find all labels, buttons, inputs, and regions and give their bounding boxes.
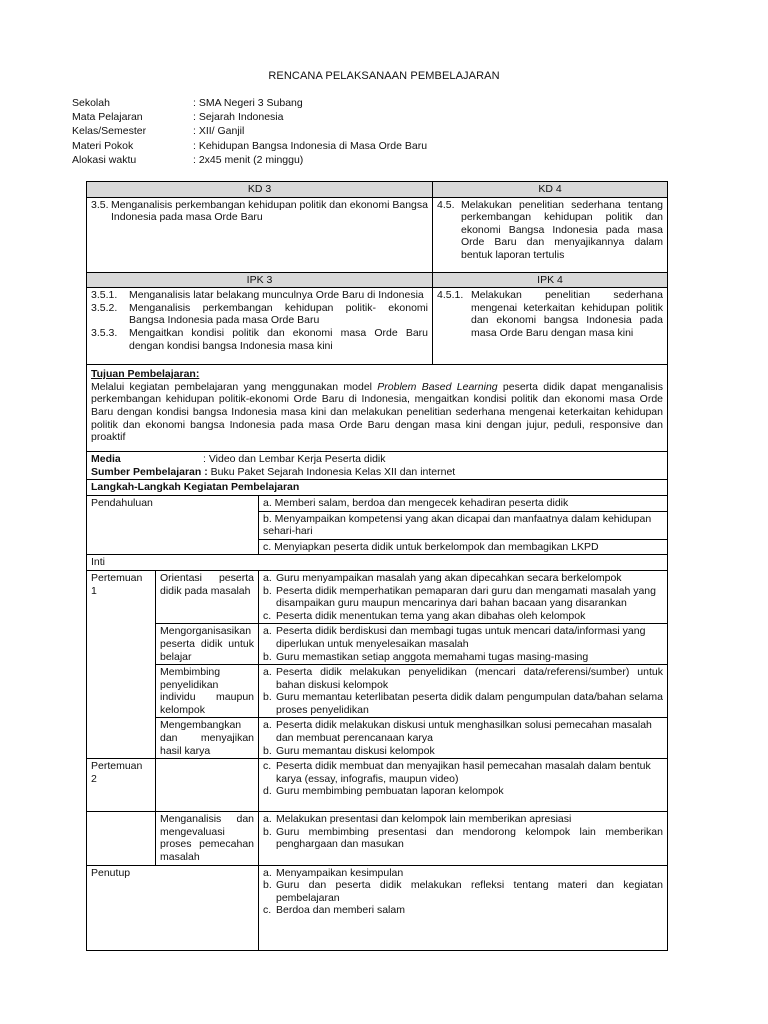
ipk3-number: 3.5.2. bbox=[91, 301, 118, 314]
phase-item-text: Peserta didik memperhatikan pemaparan dari guru dan mengamati masalah yang disampaikan guru maupun mencarinya dari bahan bacaan yang disarankan bbox=[276, 584, 656, 610]
kd4-cell bbox=[433, 197, 668, 272]
identity-row-sekolah bbox=[72, 96, 427, 110]
phase-item bbox=[263, 666, 663, 691]
phase-item bbox=[263, 625, 663, 650]
phase-item-number: c. bbox=[263, 760, 272, 773]
ipk4-item bbox=[437, 289, 663, 339]
langkah-heading-row bbox=[87, 480, 668, 496]
phase-item bbox=[263, 585, 663, 610]
media-cell bbox=[87, 452, 668, 480]
phase-item bbox=[263, 826, 663, 851]
phase-label: Mengembangkan dan menyajikan hasil karya bbox=[156, 718, 259, 759]
pendahuluan-item: a. Memberi salam, berdoa dan mengecek kehadiran peserta didik bbox=[259, 496, 667, 512]
identity-block bbox=[72, 96, 427, 167]
kd-content-row bbox=[87, 197, 668, 272]
identity-value: : Kehidupan Bangsa Indonesia di Masa Orde Baru bbox=[193, 139, 428, 152]
ipk3-text: Mengaitkan kondisi politik dan ekonomi masa Orde Baru dengan kondisi bangsa Indonesia masa kini bbox=[129, 326, 428, 352]
rpp-table bbox=[86, 181, 668, 951]
phase-item-text: Guru memastikan setiap anggota memahami tugas masing-masing bbox=[276, 650, 589, 663]
media-value: : Video dan Lembar Kerja Peserta didik bbox=[203, 453, 386, 466]
kd4-item bbox=[437, 199, 663, 262]
phase-items bbox=[259, 759, 668, 812]
penutup-item-text: Guru dan peserta didik melakukan refleksi tentang materi dan kegiatan pembelajaran bbox=[276, 879, 663, 904]
phase-items bbox=[259, 718, 668, 759]
pertemuan1-label: Pertemuan 1 bbox=[87, 570, 156, 758]
pendahuluan-item: c. Menyiapkan peserta didik untuk berkelompok dan membagikan LKPD bbox=[263, 540, 599, 553]
kd3-text: Menganalisis perkembangan kehidupan politik dan ekonomi Bangsa Indonesia pada masa Orde Baru bbox=[111, 198, 428, 224]
phase-item-text: Guru membimbing pembuatan laporan kelompok bbox=[276, 785, 504, 798]
tujuan-heading: Tujuan Pembelajaran: bbox=[91, 368, 200, 381]
phase-item-number: a. bbox=[263, 625, 272, 638]
phase-item-number: b. bbox=[263, 650, 272, 663]
tujuan-text bbox=[91, 381, 663, 444]
identity-value: : XII/ Ganjil bbox=[193, 125, 245, 138]
penutup-item-number: c. bbox=[263, 904, 272, 917]
kd3-header: KD 3 bbox=[87, 182, 433, 198]
penutup-item bbox=[263, 867, 663, 880]
ipk3-number: 3.5.3. bbox=[91, 326, 118, 339]
identity-row-alokasi bbox=[72, 153, 427, 167]
phase-items bbox=[259, 665, 668, 718]
penutup-item-text: Menyampaikan kesimpulan bbox=[276, 866, 404, 879]
inti-label: Inti bbox=[87, 555, 668, 571]
penutup-items bbox=[259, 865, 668, 950]
phase-item bbox=[263, 760, 663, 785]
phase-item-text: Guru memantau keterlibatan peserta didik dalam pengumpulan data/bahan selama proses penyelidikan bbox=[276, 691, 663, 716]
phase-item-number: d. bbox=[263, 785, 272, 798]
identity-value: : Sejarah Indonesia bbox=[193, 111, 284, 124]
sumber-line bbox=[91, 466, 663, 479]
media-label: Media bbox=[91, 453, 121, 466]
identity-label: Alokasi waktu bbox=[72, 153, 137, 166]
kd3-number: 3.5. bbox=[91, 198, 109, 211]
phase-item-number: c. bbox=[263, 609, 272, 622]
tujuan-row bbox=[87, 365, 668, 452]
phase-item-text: Peserta didik membuat dan menyajikan hasil pemecahan masalah dalam bentuk karya (essay, infografis, maupun video) bbox=[276, 760, 651, 785]
penutup-row bbox=[87, 865, 668, 950]
identity-value: : SMA Negeri 3 Subang bbox=[193, 97, 303, 109]
phase-item-number: b. bbox=[263, 825, 272, 838]
pendahuluan-label: Pendahuluan bbox=[87, 495, 259, 554]
tujuan-text-before: Melalui kegiatan pembelajaran yang menggunakan model bbox=[91, 380, 378, 393]
ipk3-item bbox=[91, 302, 428, 327]
ipk4-cell bbox=[433, 288, 668, 365]
kd4-header: KD 4 bbox=[433, 182, 668, 198]
phase-row bbox=[87, 812, 668, 865]
phase-item-number: b. bbox=[263, 584, 272, 597]
identity-value: : 2x45 menit (2 minggu) bbox=[193, 153, 304, 166]
phase-item-text: Guru membimbing presentasi dan mendorong kelompok lain memberikan penghargaan dan masukan bbox=[276, 825, 663, 851]
phase-item-number: a. bbox=[263, 813, 272, 826]
phase-item bbox=[263, 719, 663, 744]
ipk3-text: Menganalisis latar belakang munculnya Orde Baru di Indonesia bbox=[129, 289, 424, 302]
kd4-text: Melakukan penelitian sederhana tentang perkembangan kehidupan politik dan ekonomi Bangsa Indonesia pada masa Orde Baru dan menyajikannya dalam bentuk laporan tertulis bbox=[461, 198, 663, 261]
phase-label-empty bbox=[156, 759, 259, 812]
sumber-value: Buku Paket Sejarah Indonesia Kelas XII dan internet bbox=[207, 465, 456, 478]
media-row bbox=[87, 452, 668, 480]
identity-label: Mata Pelajaran bbox=[72, 111, 143, 124]
kd3-cell bbox=[87, 197, 433, 272]
pertemuan2-continuation bbox=[87, 812, 156, 865]
kd3-item bbox=[91, 199, 428, 224]
phase-label: Orientasi peserta didik pada masalah bbox=[156, 570, 259, 623]
tujuan-cell bbox=[87, 365, 668, 452]
pendahuluan-item: b. Menyampaikan kompetensi yang akan dicapai dan manfaatnya dalam kehidupan sehari-hari bbox=[259, 512, 667, 540]
phase-row bbox=[87, 665, 668, 718]
identity-label: Sekolah bbox=[72, 97, 110, 109]
phase-items bbox=[259, 812, 668, 865]
phase-item-text: Peserta didik menentukan tema yang akan dibahas oleh kelompok bbox=[276, 609, 586, 622]
phase-item-text: Guru menyampaikan masalah yang akan dipecahkan secara berkelompok bbox=[276, 571, 622, 584]
phase-items bbox=[259, 624, 668, 665]
phase-item bbox=[263, 572, 663, 585]
phase-item-text: Melakukan presentasi dan kelompok lain memberikan apresiasi bbox=[276, 813, 572, 826]
phase-item bbox=[263, 651, 663, 664]
phase-item bbox=[263, 610, 663, 623]
phase-row bbox=[87, 718, 668, 759]
phase-item-number: a. bbox=[263, 666, 272, 679]
pertemuan2-label: Pertemuan 2 bbox=[87, 759, 156, 812]
penutup-item-number: b. bbox=[263, 879, 272, 892]
ipk4-text: Melakukan penelitian sederhana mengenai keterkaitan kehidupan politik dan ekonomi bangsa Indonesia pada masa Orde Baru dengan masa kini bbox=[471, 289, 663, 339]
langkah-heading: Langkah-Langkah Kegiatan Pembelajaran bbox=[87, 480, 668, 496]
identity-row-materi bbox=[72, 139, 427, 153]
identity-label: Kelas/Semester bbox=[72, 125, 147, 138]
phase-label: Mengorganisasikan peserta didik untuk belajar bbox=[156, 624, 259, 665]
kd4-number: 4.5. bbox=[437, 198, 455, 211]
ipk3-item bbox=[91, 327, 428, 352]
ipk-content-row bbox=[87, 288, 668, 365]
phase-item-number: b. bbox=[263, 744, 272, 757]
phase-label: Membimbing penyelidikan individu maupun kelompok bbox=[156, 665, 259, 718]
phase-item bbox=[263, 691, 663, 716]
ipk3-item bbox=[91, 289, 428, 302]
phase-item-number: a. bbox=[263, 719, 272, 732]
phase-item-number: a. bbox=[263, 571, 272, 584]
phase-row bbox=[87, 759, 668, 812]
kd-header-row bbox=[87, 182, 668, 198]
sumber-label: Sumber Pembelajaran : bbox=[91, 465, 208, 478]
phase-item-text: Peserta didik melakukan penyelidikan (mencari data/referensi/sumber) untuk bahan diskusi kelompok bbox=[276, 666, 663, 691]
tujuan-text-after: peserta didik dapat menganalisis perkembangan kehidupan politik-ekonomi Orde Baru di Indonesia, mengaitkan kondisi politik dan ekonomi masa Orde Baru dengan kondisi bangsa Indonesia masa kini dan melakukan penelitian sederhana mengenai keterkaitan kehidupan politik dan ekonomi bangsa Indonesia pada masa Orde Baru dengan masa kini dengan jujur, peduli, responsive dan proaktif bbox=[91, 380, 664, 444]
phase-item-number: b. bbox=[263, 691, 272, 704]
phase-item bbox=[263, 785, 663, 798]
rpp-table-wrap bbox=[86, 181, 668, 951]
phase-item-text: Peserta didik berdiskusi dan membagi tugas untuk mencari data/informasi yang diperlukan untuk menyelesaikan masalah bbox=[276, 625, 646, 650]
phase-row bbox=[87, 624, 668, 665]
penutup-item bbox=[263, 904, 663, 917]
ipk3-text: Menganalisis perkembangan kehidupan politik- ekonomi Bangsa Indonesia pada masa Orde Baru bbox=[129, 301, 428, 327]
penutup-item-text: Berdoa dan memberi salam bbox=[276, 904, 405, 917]
media-line bbox=[91, 453, 663, 466]
document-title: RENCANA PELAKSANAAN PEMBELAJARAN bbox=[268, 70, 500, 82]
ipk3-header: IPK 3 bbox=[87, 272, 433, 288]
pendahuluan-items-cell bbox=[259, 495, 668, 554]
ipk4-number: 4.5.1. bbox=[437, 289, 464, 302]
tujuan-model: Problem Based Learning bbox=[377, 380, 498, 393]
ipk3-cell bbox=[87, 288, 433, 365]
ipk3-number: 3.5.1. bbox=[91, 289, 118, 302]
phase-item-text: Guru memantau diskusi kelompok bbox=[276, 744, 435, 757]
phase-row bbox=[87, 570, 668, 623]
phase-label: Menganalisis dan mengevaluasi proses pemecahan masalah bbox=[156, 812, 259, 865]
phase-items bbox=[259, 570, 668, 623]
phase-item bbox=[263, 813, 663, 826]
phase-item bbox=[263, 745, 663, 758]
identity-label: Materi Pokok bbox=[72, 139, 134, 152]
penutup-label: Penutup bbox=[87, 865, 259, 950]
penutup-item bbox=[263, 879, 663, 904]
ipk-header-row bbox=[87, 272, 668, 288]
identity-row-mapel bbox=[72, 110, 427, 124]
inti-row bbox=[87, 555, 668, 571]
pendahuluan-row bbox=[87, 495, 668, 554]
ipk4-header: IPK 4 bbox=[433, 272, 668, 288]
phase-item-text: Peserta didik melakukan diskusi untuk menghasilkan solusi pemecahan masalah dan membuat perencanaan karya bbox=[276, 719, 652, 745]
penutup-item-number: a. bbox=[263, 866, 272, 879]
identity-row-kelas bbox=[72, 124, 427, 138]
